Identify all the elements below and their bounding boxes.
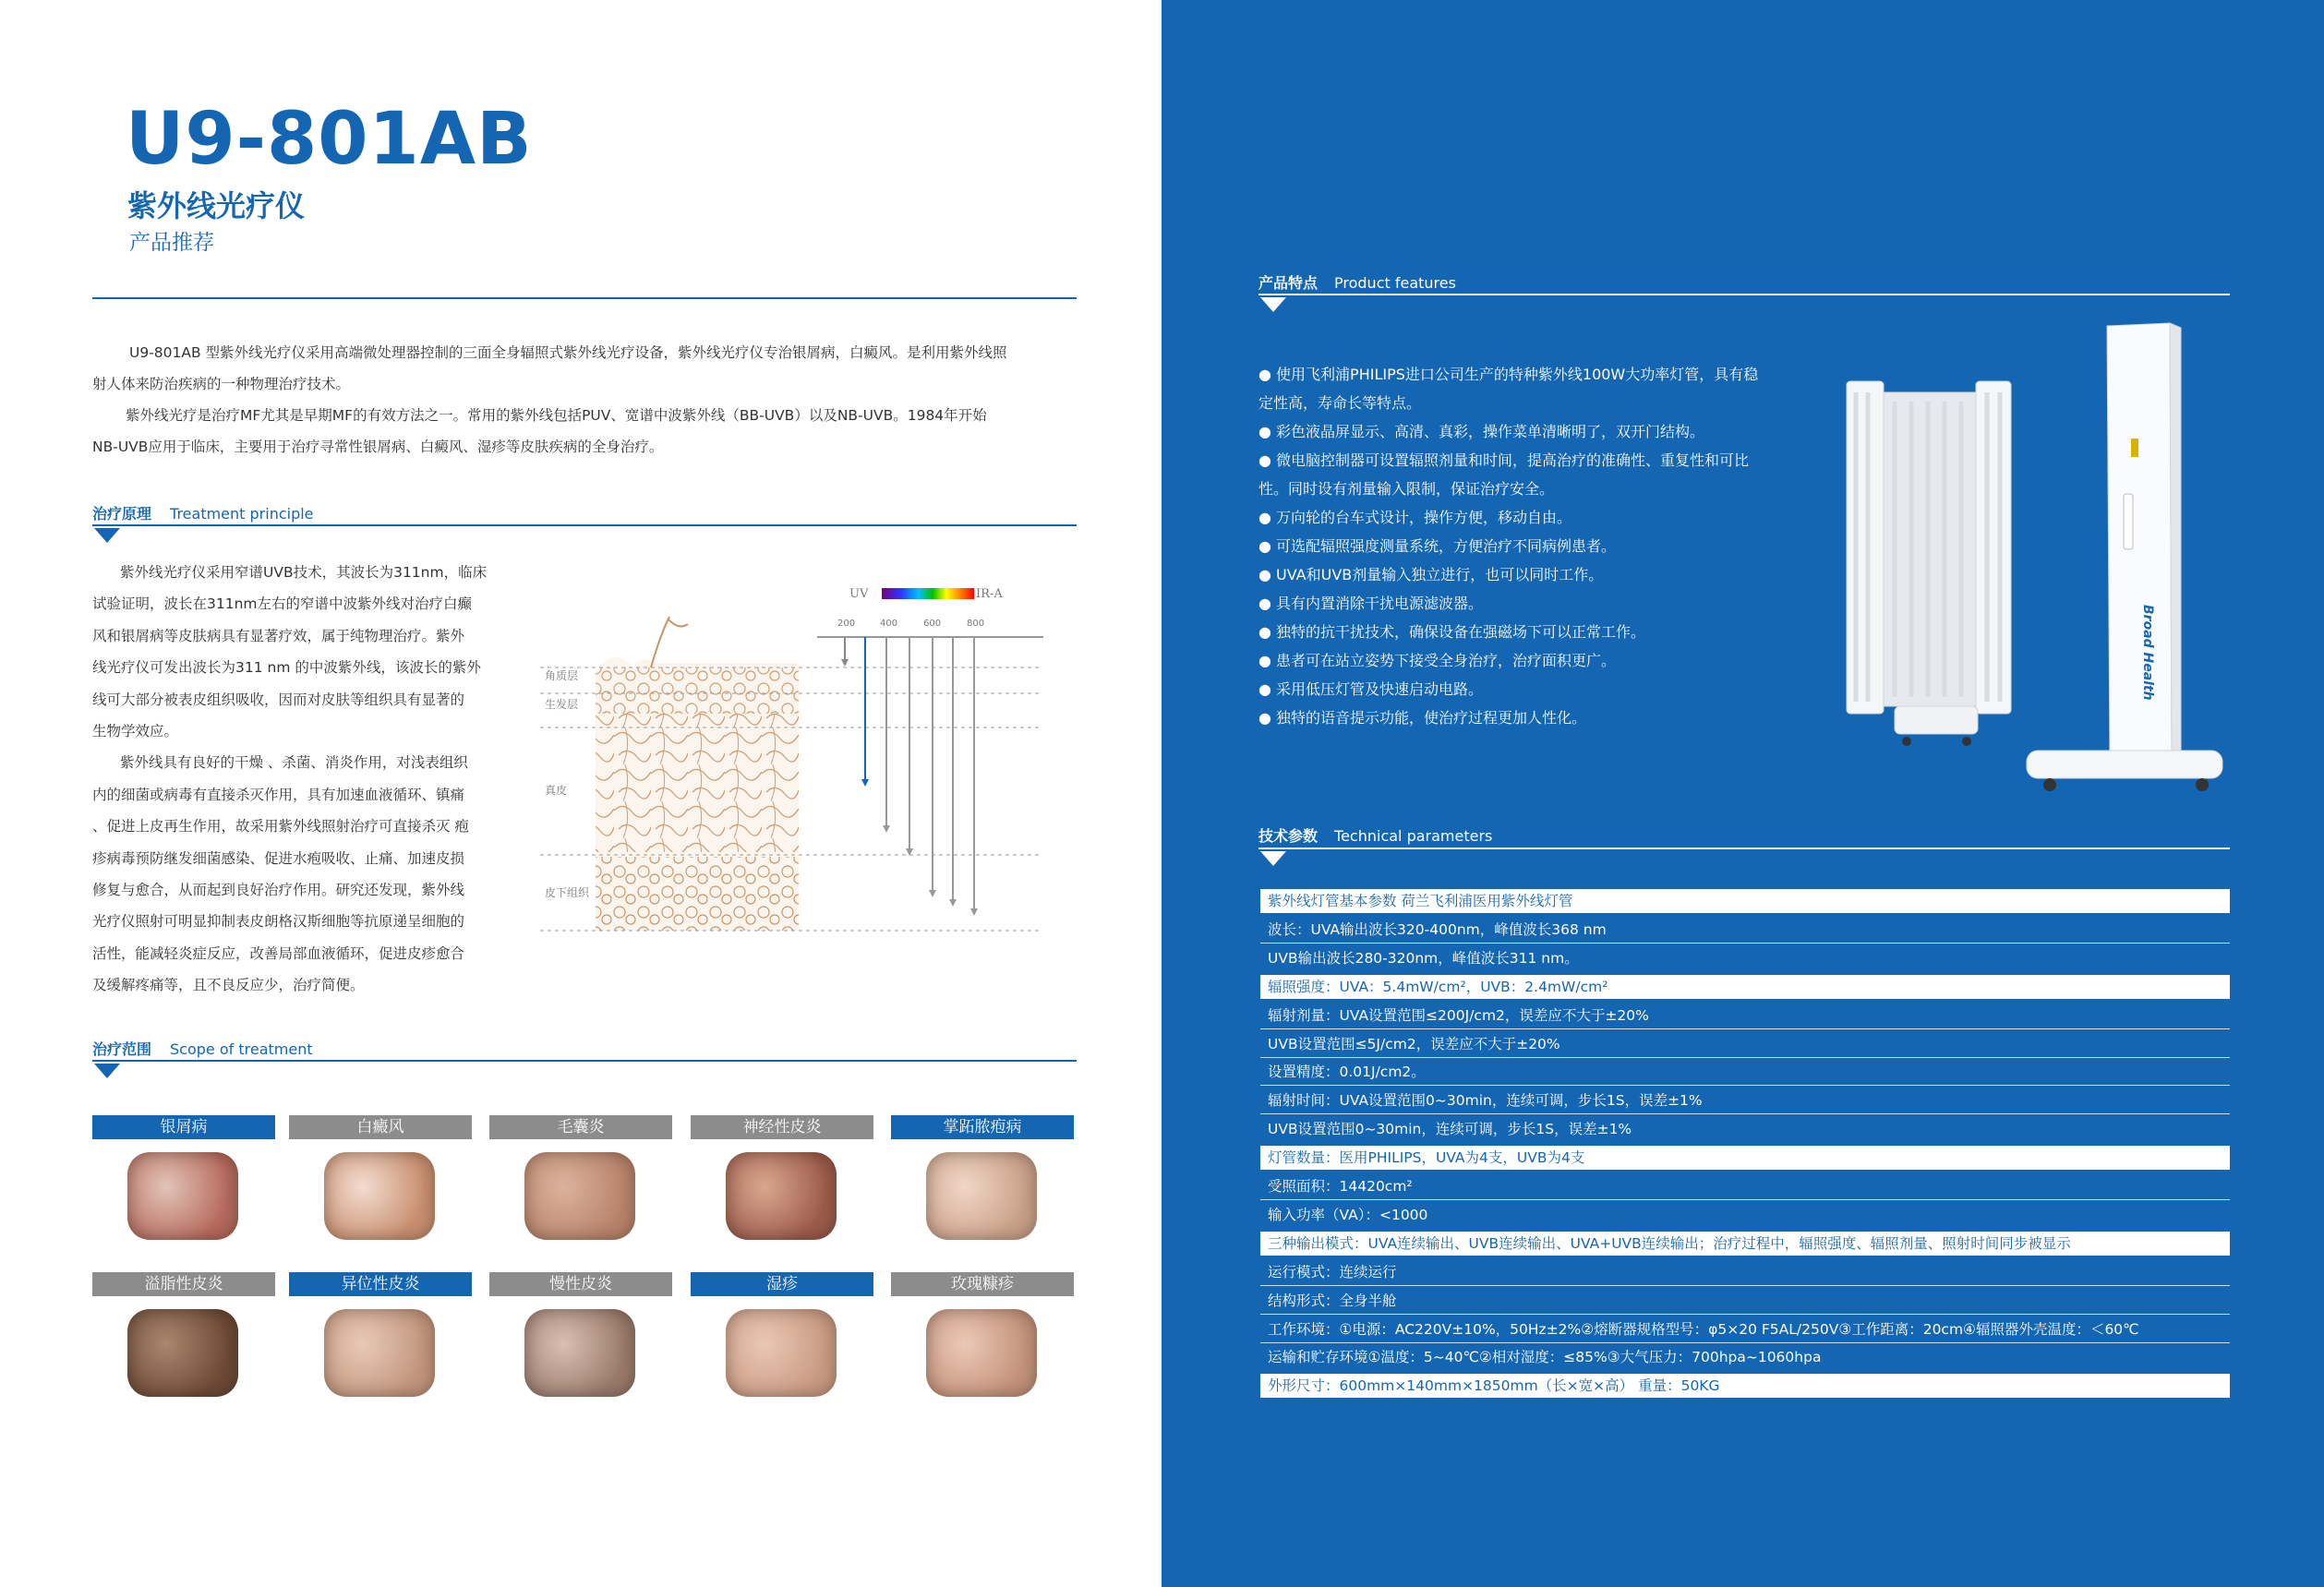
spec-row: 工作环境：①电源：AC220V±10%，50Hz±2%②熔断器规格型号：φ5×20 F5AL/250V③工作距离：20cm④辐照器外壳温度：＜60℃	[1268, 1320, 2139, 1338]
condition-photo	[127, 1152, 238, 1240]
feature-line: ● 微电脑控制器可设置辐照剂量和时间，提高治疗的准确性、重复性和可比	[1258, 451, 1750, 469]
closed-cabinet	[2027, 323, 2222, 791]
spec-row-divider	[1260, 1314, 2230, 1315]
condition-photo	[726, 1152, 837, 1240]
scope-heading-en: Scope of treatment	[170, 1040, 313, 1058]
condition-label: 神经性皮炎	[691, 1115, 873, 1139]
spec-row: 设置精度：0.01J/cm2。	[1268, 1064, 1426, 1081]
condition-photo	[926, 1309, 1037, 1397]
uv-label: UV	[849, 587, 869, 601]
feature-line: ● 使用飞利浦PHILIPS进口公司生产的特种紫外线100W大功率灯管，具有稳	[1258, 366, 1759, 383]
condition-photo	[324, 1309, 435, 1397]
spec-row: 紫外线灯管基本参数 荷兰飞利浦医用紫外线灯管	[1260, 889, 2230, 913]
spec-row-divider	[1260, 1113, 2230, 1114]
spec-row-divider	[1260, 1342, 2230, 1343]
intro-line-3: 紫外线光疗是治疗MF尤其是早期MF的有效方法之一。常用的紫外线包括PUV、宽谱中波紫外线（BB-UVB）以及NB-UVB。1984年开始	[126, 407, 987, 424]
layer-basal: 生发层	[545, 698, 579, 711]
condition-label: 湿疹	[691, 1272, 873, 1296]
principle-divider	[92, 524, 1077, 526]
skin-spectrum-diagram	[540, 580, 1057, 935]
feature-line: ● 具有内置消除干扰电源滤波器。	[1258, 595, 1484, 612]
condition-photo	[926, 1152, 1037, 1240]
ir-label: IR-A	[976, 587, 1003, 601]
penetration-arrows	[841, 637, 978, 916]
spec-row: 灯管数量：医用PHILIPS，UVA为4支，UVB为4支	[1260, 1146, 2230, 1170]
principle-line: 修复与愈合，从而起到良好治疗作用。研究还发现，紫外线	[92, 882, 465, 898]
subcutaneous-cells	[596, 857, 799, 931]
principle-heading	[92, 502, 314, 523]
condition-label: 异位性皮炎	[289, 1272, 472, 1296]
intro-line-4: NB-UVB应用于临床，主要用于治疗寻常性银屑病、白癜风、湿疹等皮肤疾病的全身治疗。	[92, 439, 664, 455]
hair-shaft	[651, 617, 688, 667]
feature-line: 性。同时设有剂量输入限制，保证治疗安全。	[1258, 480, 1555, 498]
recommend-label: 产品推荐	[129, 231, 214, 255]
spectrum-bar	[882, 588, 974, 599]
condition-photo	[524, 1152, 635, 1240]
spec-row: 运行模式：连续运行	[1268, 1263, 1397, 1280]
spec-row: 受照面积：14420cm²	[1268, 1178, 1413, 1195]
spec-row: 辐射剂量：UVA设置范围≤200J/cm2，误差应不大于±20%	[1268, 1006, 1649, 1024]
params-marker-icon	[1260, 851, 1286, 866]
principle-line: 试验证明，波长在311nm左右的窄谱中波紫外线对治疗白癫	[92, 595, 473, 613]
params-heading-en: Technical parameters	[1334, 827, 1493, 845]
spec-row: 波长：UVA输出波长320-400nm，峰值波长368 nm	[1268, 920, 1607, 938]
spec-row: 辐射时间：UVA设置范围0~30min，连续可调，步长1S，误差±1%	[1268, 1092, 1703, 1110]
condition-label: 银屑病	[92, 1115, 275, 1139]
intro-line-1: U9-801AB 型紫外线光疗仪采用高端微处理器控制的三面全身辐照式紫外线光疗设备，紫外线光疗仪专治银屑病，白癜风。是利用紫外线照	[129, 344, 1007, 361]
principle-line: 紫外线光疗仪采用窄谱UVB技术，其波长为311nm，临床	[120, 564, 488, 581]
features-heading-cn: 产品特点	[1258, 274, 1319, 292]
dermis-fibers	[596, 714, 799, 852]
wavelength-ticks	[837, 619, 984, 629]
features-list	[1258, 360, 1812, 732]
condition-photo	[324, 1152, 435, 1240]
principle-heading-cn: 治疗原理	[92, 505, 152, 523]
spec-row: UVB设置范围0~30min，连续可调，步长1S，误差±1%	[1268, 1121, 1632, 1138]
principle-line: 、促进上皮再生作用，故采用紫外线照射治疗可直接杀灭 疱	[92, 818, 469, 836]
features-divider	[1258, 294, 2230, 295]
product-name: 紫外线光疗仪	[127, 188, 306, 223]
tick-200: 200	[837, 619, 856, 629]
device-illustration	[1837, 319, 2234, 826]
principle-line: 线可大部分被表皮组织吸收，因而对皮肤等组织具有显著的	[92, 691, 465, 708]
spec-row-divider	[1260, 1085, 2230, 1086]
feature-line: 定性高，寿命长等特点。	[1258, 394, 1422, 412]
spec-row: 三种输出模式：UVA连续输出、UVB连续输出、UVA+UVB连续输出；治疗过程中，辐照强度、辐照剂量、照射时间同步被显示	[1260, 1232, 2230, 1256]
spec-row-divider	[1260, 1285, 2230, 1286]
spec-row: 输入功率（VA）：<1000	[1268, 1206, 1428, 1223]
spec-row: 辐照强度：UVA：5.4mW/cm²，UVB：2.4mW/cm²	[1260, 975, 2230, 999]
layer-stratum-corneum: 角质层	[545, 669, 579, 682]
principle-line: 紫外线具有良好的干燥 、杀菌、消炎作用，对浅表组织	[120, 754, 468, 772]
open-cabinet	[1847, 381, 2011, 746]
layer-dermis: 真皮	[545, 784, 568, 797]
layer-labels	[545, 668, 590, 899]
condition-label: 白癜风	[289, 1115, 472, 1139]
feature-line: ● 独特的抗干扰技术，确保设备在强磁场下可以正常工作。	[1258, 623, 1646, 641]
spec-row: 结构形式：全身半舱	[1268, 1292, 1397, 1309]
features-heading-en: Product features	[1334, 274, 1456, 292]
condition-photo	[127, 1309, 238, 1397]
condition-label: 毛囊炎	[489, 1115, 672, 1139]
scope-divider	[92, 1060, 1077, 1062]
principle-line: 活性，能减轻炎症反应，改善局部血液循环，促进皮疹愈合	[92, 944, 465, 962]
spec-row-divider	[1260, 943, 2230, 944]
scope-heading	[92, 1038, 313, 1059]
condition-photo	[726, 1309, 837, 1397]
layer-subcutis: 皮下组织	[545, 886, 590, 899]
scope-heading-cn: 治疗范围	[92, 1040, 152, 1058]
principle-line: 及缓解疼痛等，且不良反应少，治疗简便。	[92, 977, 365, 994]
principle-marker-icon	[94, 528, 120, 543]
tick-400: 400	[880, 619, 898, 629]
tick-600: 600	[923, 619, 942, 629]
condition-label: 慢性皮炎	[489, 1272, 672, 1296]
condition-label: 掌跖脓疱病	[891, 1115, 1074, 1139]
spec-row: UVB输出波长280-320nm，峰值波长311 nm。	[1268, 949, 1579, 967]
spec-row: 外形尺寸：600mm×140mm×1850mm（长×宽×高） 重量：50KG	[1260, 1374, 2230, 1398]
brand-text: Broad Health	[2140, 605, 2155, 701]
condition-photo	[524, 1309, 635, 1397]
feature-line: ● 可选配辐照强度测量系统，方便治疗不同病例患者。	[1258, 537, 1617, 555]
model-title: U9-801AB	[126, 98, 533, 181]
principle-line: 光疗仪照射可明显抑制表皮朗格汉斯细胞等抗原递呈细胞的	[92, 913, 465, 931]
scope-marker-icon	[94, 1064, 120, 1078]
spec-row: UVB设置范围≤5J/cm2，误差应不大于±20%	[1268, 1035, 1560, 1052]
feature-line: ● 万向轮的台车式设计，操作方便，移动自由。	[1258, 509, 1572, 526]
principle-heading-en: Treatment principle	[170, 505, 314, 523]
condition-label: 溢脂性皮炎	[92, 1272, 275, 1296]
condition-label: 玫瑰糠疹	[891, 1272, 1074, 1296]
feature-line: ● UVA和UVB剂量输入独立进行，也可以同时工作。	[1258, 566, 1604, 583]
spec-row: 运输和贮存环境①温度：5~40℃②相对湿度：≤85%③大气压力：700hpa~1060hpa	[1268, 1349, 1822, 1366]
principle-line: 内的细菌或病毒有直接杀灭作用，具有加速血液循环、镇痛	[92, 786, 465, 803]
feature-line: ● 独特的语音提示功能，使治疗过程更加人性化。	[1258, 709, 1587, 727]
principle-line: 线光疗仪可发出波长为311 nm 的中波紫外线，该波长的紫外	[92, 659, 481, 677]
intro-line-2: 射人体来防治疾病的一种物理治疗技术。	[92, 376, 351, 392]
title-divider	[92, 297, 1077, 299]
feature-line: ● 采用低压灯管及快速启动电路。	[1258, 680, 1484, 698]
features-heading	[1258, 271, 1456, 293]
spec-row-divider	[1260, 1199, 2230, 1200]
params-heading	[1258, 824, 1492, 846]
spec-row-divider	[1260, 1028, 2230, 1029]
principle-line: 疹病毒预防继发细菌感染、促进水疱吸收、止痛、加速皮损	[92, 849, 465, 867]
spec-row-divider	[1260, 1057, 2230, 1058]
principle-line: 风和银屑病等皮肤病具有显著疗效，属于纯物理治疗。紫外	[92, 627, 465, 644]
feature-line: ● 患者可在站立姿势下接受全身治疗，治疗面积更广。	[1258, 652, 1617, 669]
principle-line: 生物学效应。	[92, 723, 179, 739]
params-heading-cn: 技术参数	[1258, 827, 1319, 845]
tick-800: 800	[967, 619, 985, 629]
features-marker-icon	[1260, 297, 1286, 312]
epidermis-cells	[596, 667, 799, 714]
feature-line: ● 彩色液晶屏显示、高清、真彩，操作菜单清晰明了，双开门结构。	[1258, 423, 1705, 440]
params-divider	[1258, 848, 2230, 849]
